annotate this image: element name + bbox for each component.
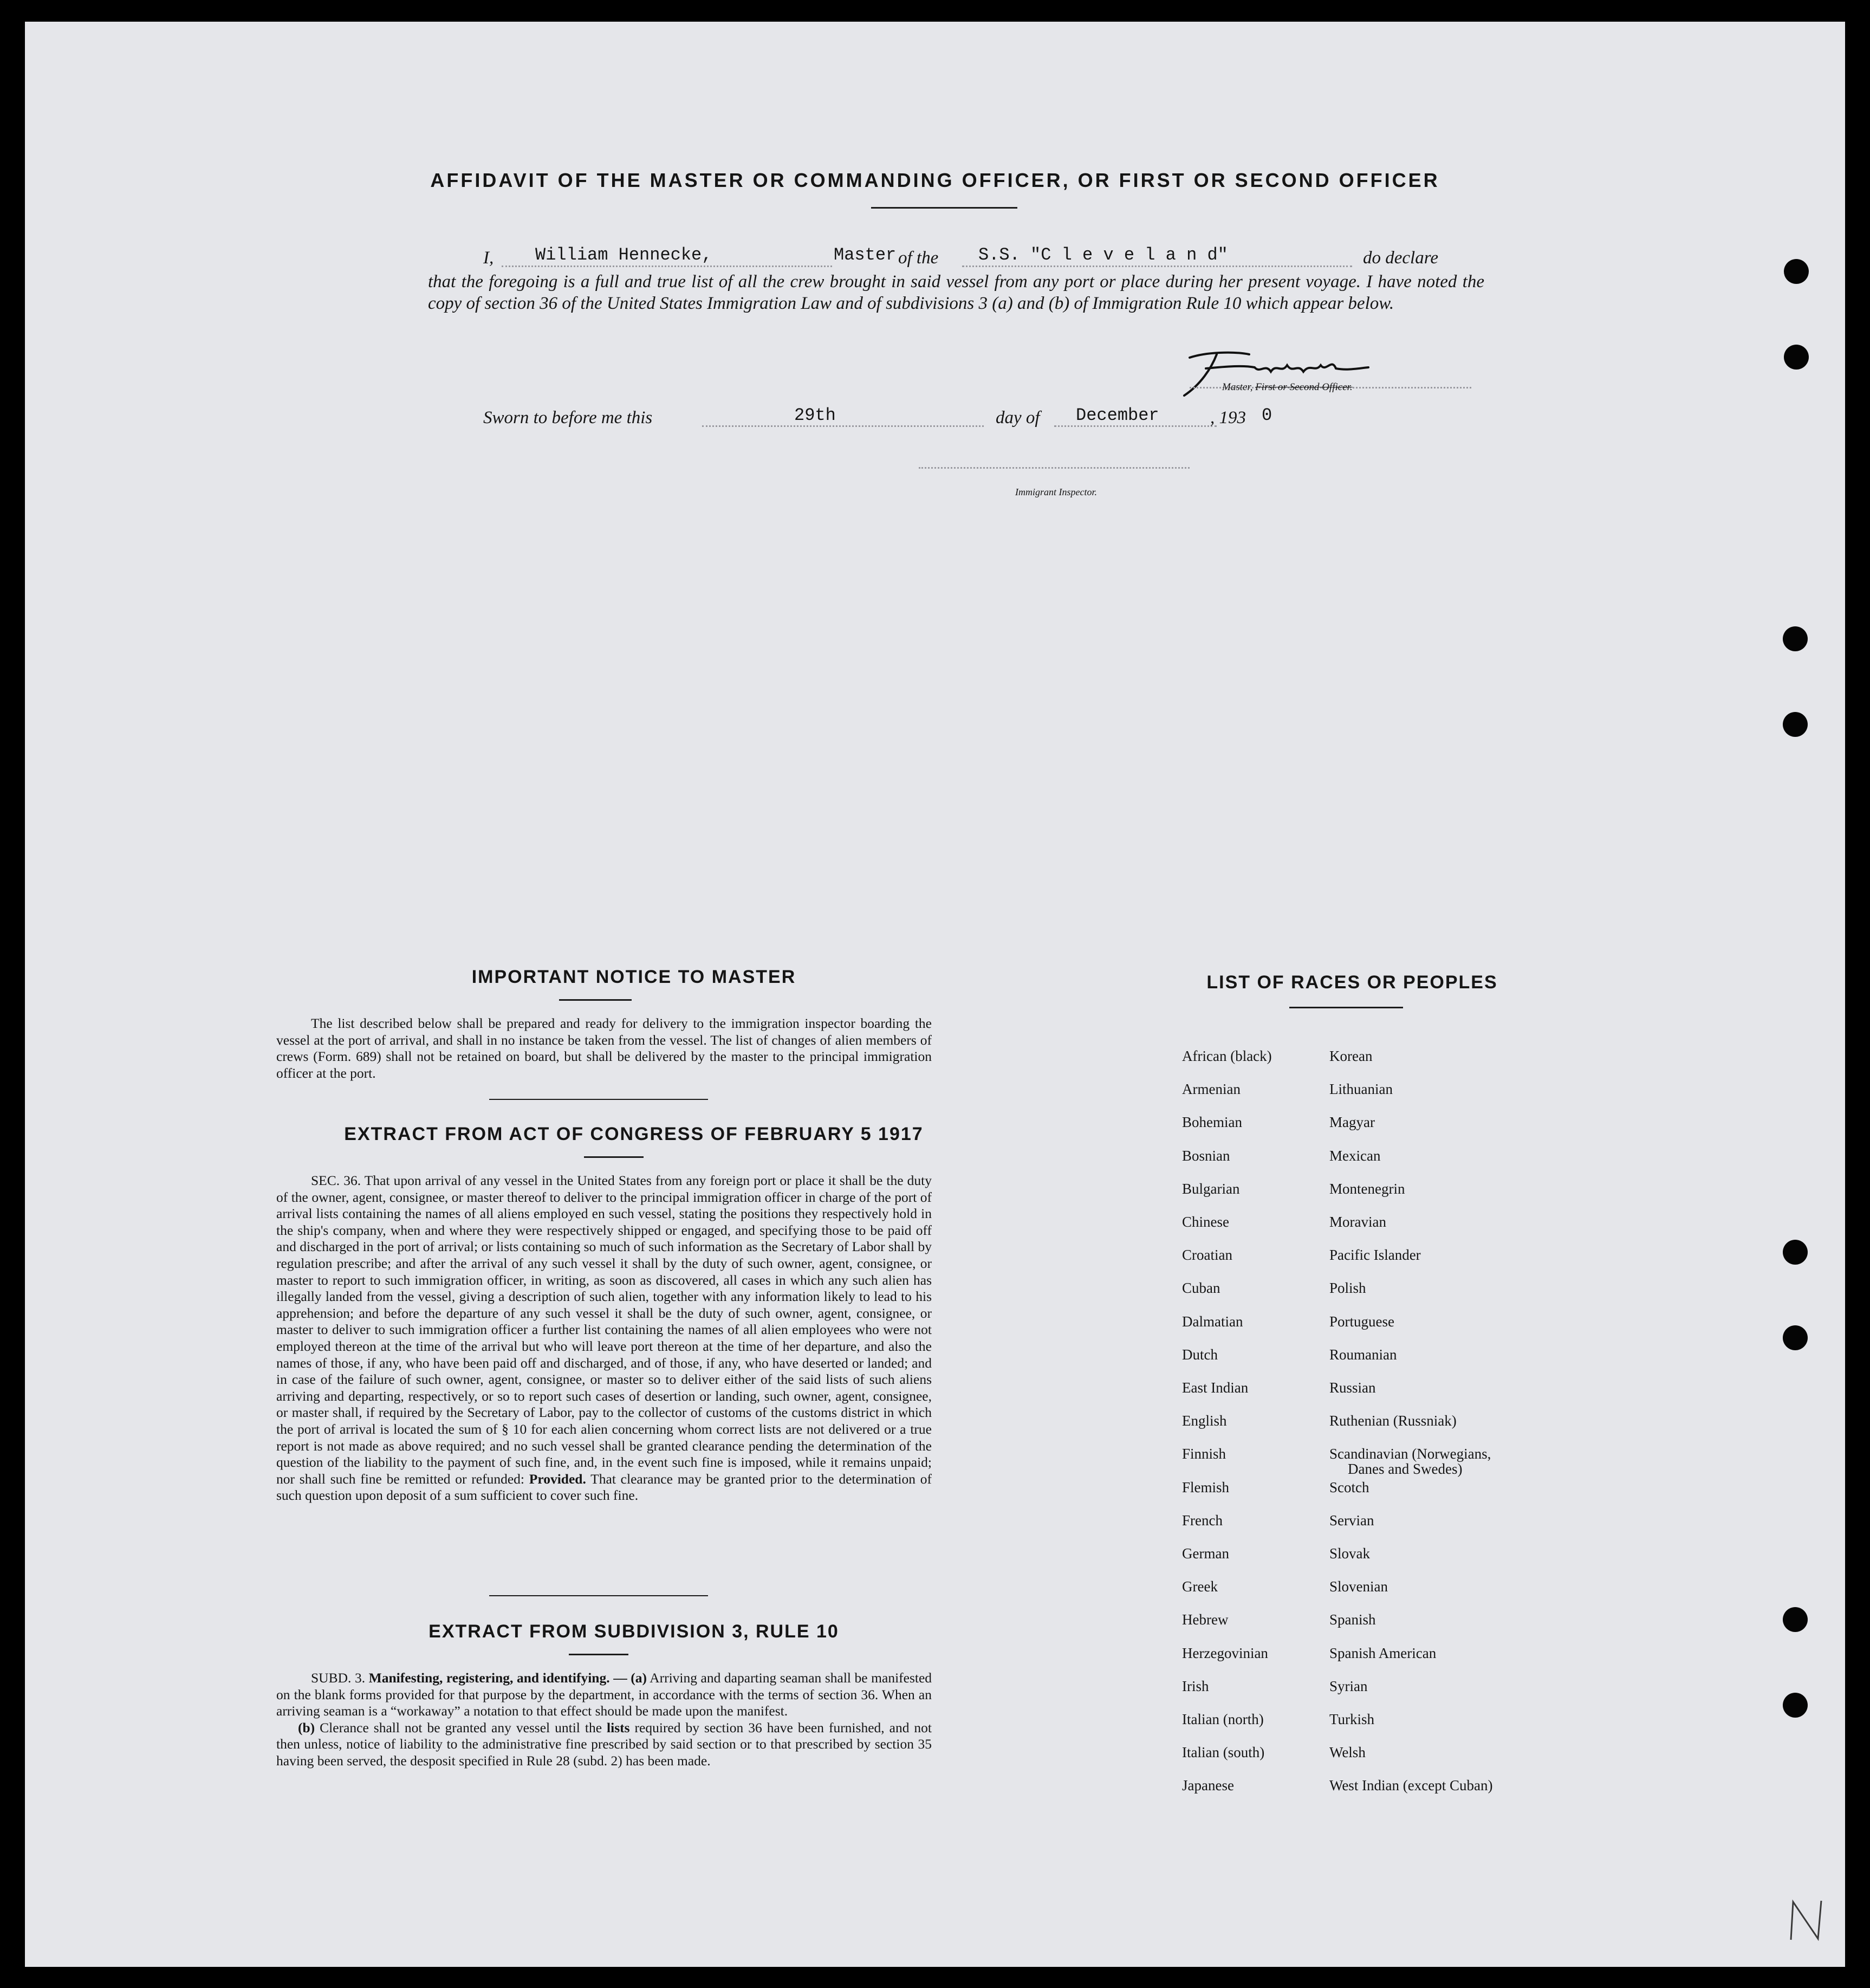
race-item: Greek [1182,1578,1218,1595]
race-item: Bohemian [1182,1114,1242,1131]
year-prefix-label: , 193 [1210,408,1246,428]
title-rule [871,207,1017,209]
signature-caption [1222,381,1353,393]
race-item: Pacific Islander [1329,1247,1421,1264]
race-item: Montenegrin [1329,1180,1405,1197]
race-item: Dalmatian [1182,1313,1243,1330]
act-text-tail: That clearance may be granted prior to the determination of such question upon deposit of a sum sufficient to cover such fine. [276,1471,932,1504]
binder-hole [1783,1240,1808,1265]
act-divider [489,1595,708,1596]
race-item: Mexican [1329,1147,1381,1164]
rule-subd-title: Manifesting, registering, and identifying. [368,1670,610,1686]
binder-hole [1784,345,1809,370]
race-item: German [1182,1545,1229,1562]
race-item: Italian (north) [1182,1711,1264,1727]
race-item: Croatian [1182,1247,1232,1264]
binder-hole [1783,712,1808,737]
rule-subd-a [276,1670,932,1720]
race-item: Bulgarian [1182,1180,1240,1197]
race-item: Korean [1329,1048,1373,1064]
race-item: Portuguese [1329,1313,1394,1330]
document-page [25,22,1845,1967]
race-item: Finnish [1182,1446,1226,1462]
vessel-name-field: S.S. "C l e v e l a n d" [978,245,1228,265]
name-blank-line [502,266,832,267]
races-heading-rule [1289,1007,1403,1008]
signature-caption-struck: First or Second Officer. [1255,381,1353,393]
race-item: Roumanian [1329,1346,1397,1363]
race-item: Armenian [1182,1081,1241,1098]
notice-text: The list described below shall be prepared and ready for delivery to the immigration inspector boarding the vessel at the port of arrival, and shall in no instance be taken from the vessel. The list of changes of alien members of crews (Form. 689) shall not be retained on board, but shall be delivered by the master to the principal immigration officer at the port. [276,1015,932,1081]
race-item: Scandinavian (Norwegians, [1329,1446,1491,1462]
affidavit-statement: that the foregoing is a full and true list of all the crew brought in said vessel from any port or place during her present voyage. I have noted the copy of section 36 of the United States Immigration Law and of subdivisions 3 (a) and (b) of Immigration Rule 10 which appear below. [428,272,1484,313]
binder-hole [1783,1693,1808,1718]
race-item: Spanish [1329,1611,1376,1628]
inspector-label: Immigrant Inspector. [1015,487,1097,497]
race-item: Moravian [1329,1214,1386,1230]
of-the-label: of the [898,248,939,268]
act-provided-label: Provided. [529,1471,586,1487]
binder-hole [1783,1325,1808,1350]
race-item: Ruthenian (Russniak) [1329,1413,1457,1429]
race-item: Polish [1329,1280,1366,1297]
notice-divider [489,1099,708,1100]
sworn-month-field: December [1076,405,1159,425]
notice-heading-rule [559,999,632,1001]
inspector-blank-line [919,467,1190,469]
race-item: Slovenian [1329,1578,1388,1595]
rule-dash: — [613,1670,627,1686]
binder-hole [1783,1607,1808,1632]
rule-b-lists: lists [607,1719,630,1736]
day-of-label: day of [996,408,1040,428]
vessel-blank-line [962,266,1352,267]
rule-heading: EXTRACT FROM SUBDIVISION 3, RULE 10 [428,1621,839,1642]
sworn-year-digit: 0 [1262,405,1272,425]
race-item: African (black) [1182,1048,1272,1064]
rule-subd-b [276,1720,932,1770]
rule-b-text-2: required by section 36 have been furnished, and not then unless, notice of liability to the administrative fine prescribed by said section or to that prescribed by section 35 having been served, the desposit specified in Rule 28 (subd. 2) has been made. [276,1719,932,1769]
race-item: Chinese [1182,1214,1229,1230]
act-heading-rule [584,1156,644,1158]
race-item: English [1182,1413,1227,1429]
race-item-continuation: Danes and Swedes) [1348,1461,1463,1478]
race-item: Italian (south) [1182,1744,1265,1761]
race-item: Syrian [1329,1678,1368,1694]
race-item: Turkish [1329,1711,1375,1727]
race-item: East Indian [1182,1380,1249,1396]
race-item: Herzegovinian [1182,1644,1268,1661]
rule-a-text: Arriving and daparting seaman shall be manifested on the blank forms provided for that purpose by the department, in accordance with the terms of section 36. When an arriving seaman is a “workaway” a notation to that effect should be made upon the manifest. [276,1670,932,1719]
race-item: Hebrew [1182,1611,1229,1628]
rule-text [276,1670,932,1770]
race-item: Lithuanian [1329,1081,1393,1098]
sworn-label: Sworn to before me this [483,408,653,428]
rule-b-text-1: Clerance shall not be granted any vessel until the [320,1719,602,1736]
race-item: West Indian (except Cuban) [1329,1777,1493,1794]
race-item: Flemish [1182,1479,1230,1495]
do-declare-label: do declare [1363,248,1438,268]
race-item: Japanese [1182,1777,1234,1794]
affidavit-title: AFFIDAVIT OF THE MASTER OR COMMANDING OFFICER, OR FIRST OR SECOND OFFICER [430,169,1440,191]
rule-subd-label: SUBD. 3. [311,1670,366,1686]
race-item: Irish [1182,1678,1209,1694]
races-heading: LIST OF RACES OR PEOPLES [1206,972,1498,993]
rule-b-label: (b) [298,1719,315,1736]
day-blank-line [702,425,984,427]
act-text-main: SEC. 36. That upon arrival of any vessel in the United States from any foreign port or place it shall be the duty of the owner, agent, consignee, or master thereof to deliver to the principal immigration officer in charge of the port of arrival lists containing the names of all aliens employed en such vessel, stating the positions they respectively hold in the ship's company, when and where they were respectively shipped or engaged, and specifying those to be paid off and discharged in the port of arrival; or lists containing so much of such information as the Secretary of Labor shall by regulation prescribe; and after the arrival of any such vessel it shall by the duty of such owner, agent, consignee, or master to report to such immigration officer, in writing, as soon as discovered, all cases in which any such alien has illegally landed from the vessel, giving a description of such alien, together with any information likely to lead to his apprehension; and before the departure of any such vessel it shall be the duty of such owner, agent, consignee, or master to deliver to such immigration officer a further list containing the names of all alien employees who were not employed thereon at the time of the arrival but who will leave port thereon at the time of her departure, and also the names of those, if any, who have been paid off and discharged, and of those, if any, who have deserted or landed; and in case of the failure of such owner, agent, consignee, or master so to deliver either of the said lists of such aliens arriving and departing, respectively, or so to report such cases of desertion or landing, such owner, agent, consignee, or master shall, if required by the Secretary of Labor, pay to the collector of customs of the customs district in which the port of arrival is located the sum of § 10 for each alien concerning whom correct lists are not delivered or a true report is not made as above required; and no such vessel shall be granted clearance pending the determination of the question of the liability to the payment of such fine, and, in the event such fine is imposed, while it remains unpaid; nor shall such fine be remitted or refunded: [276,1173,932,1487]
signature-caption-master: Master, [1222,381,1253,393]
month-blank-line [1054,425,1217,427]
notice-heading: IMPORTANT NOTICE TO MASTER [471,967,796,987]
binder-hole [1784,259,1809,284]
act-heading: EXTRACT FROM ACT OF CONGRESS OF FEBRUARY 5 1917 [344,1124,924,1144]
rule-heading-rule [569,1654,628,1655]
race-item: Servian [1329,1512,1374,1529]
race-item: Scotch [1329,1479,1369,1495]
rank-field: Master [834,245,897,265]
race-item: Russian [1329,1380,1376,1396]
sworn-day-field: 29th [794,405,836,425]
binder-hole [1783,626,1808,651]
affidavit-i-label: I, [483,248,494,268]
race-item: French [1182,1512,1223,1529]
master-name-field: William Hennecke, [535,245,712,265]
race-item: Slovak [1329,1545,1371,1562]
race-item: Bosnian [1182,1147,1230,1164]
act-text [276,1173,932,1504]
race-item: Magyar [1329,1114,1375,1131]
margin-mark-n [1785,1896,1829,1945]
race-item: Dutch [1182,1346,1218,1363]
race-item: Welsh [1329,1744,1366,1761]
rule-a-label: (a) [631,1670,647,1686]
race-item: Spanish American [1329,1644,1437,1661]
race-item: Cuban [1182,1280,1220,1297]
